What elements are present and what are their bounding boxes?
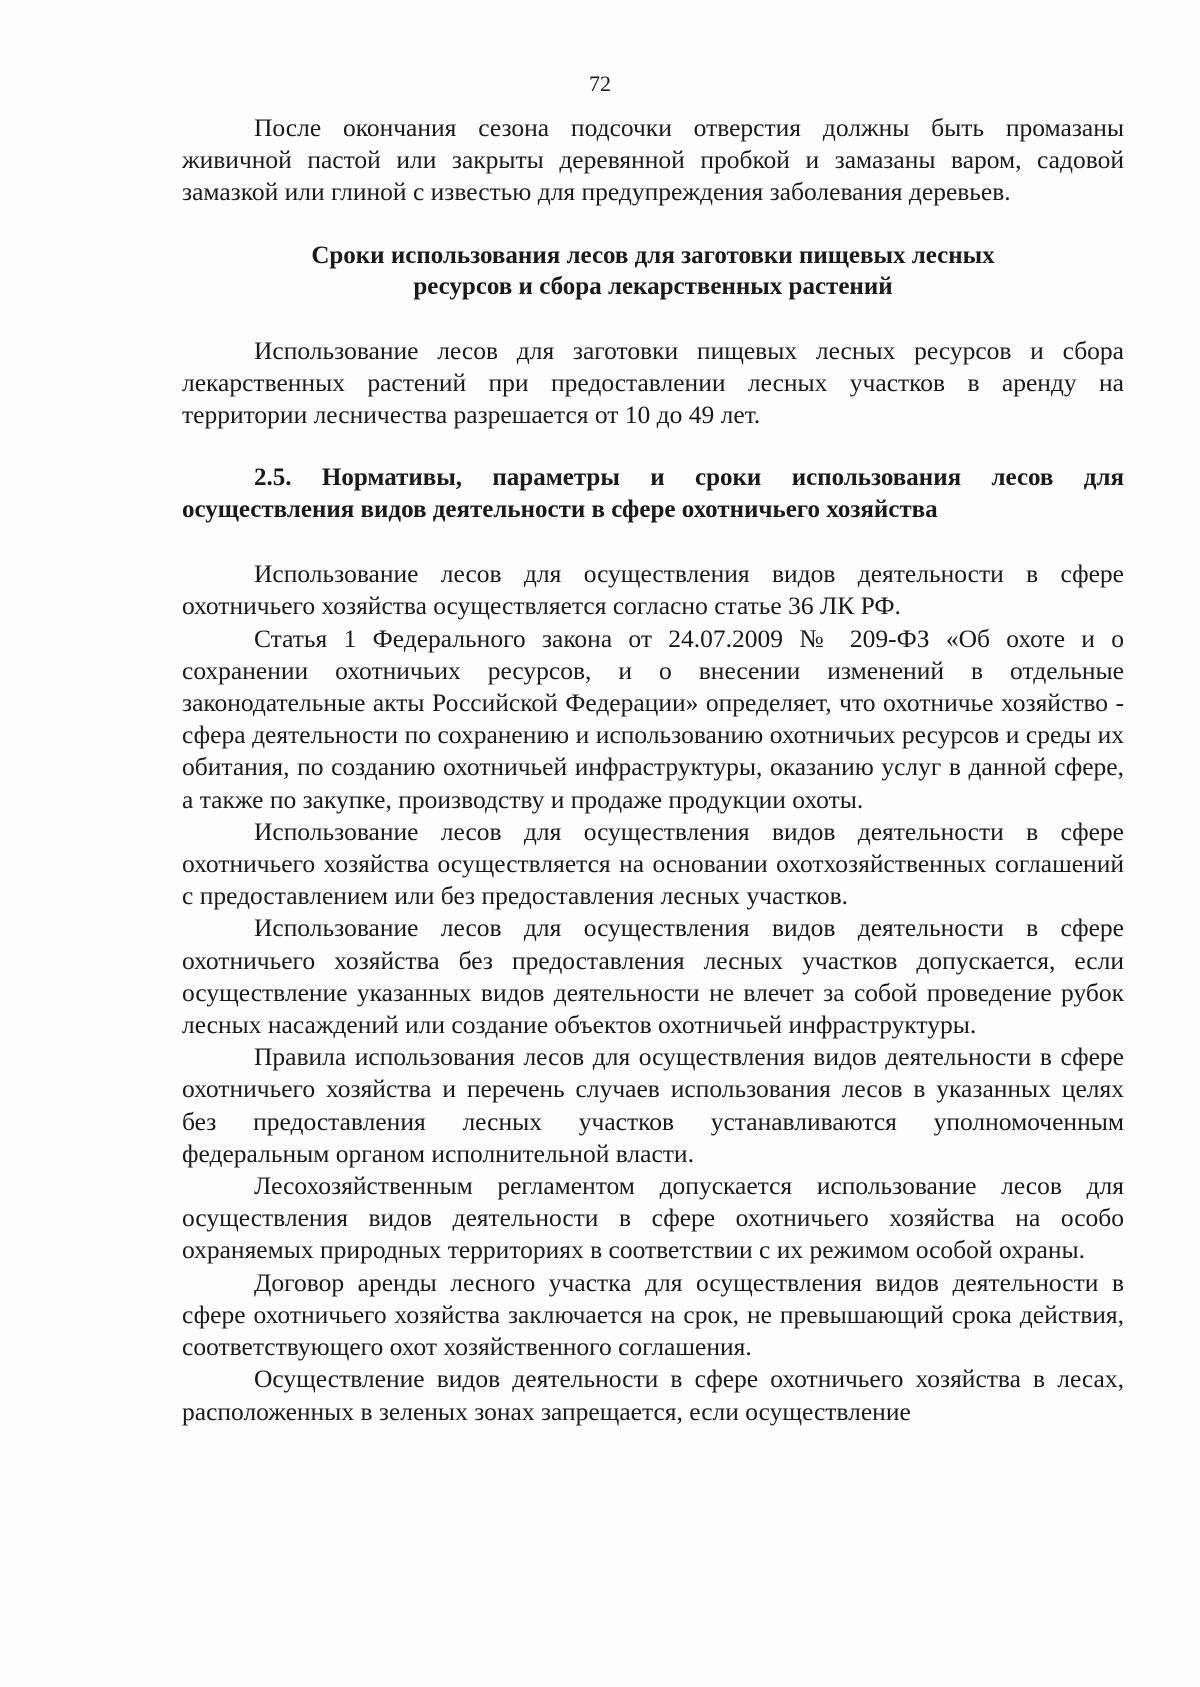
heading-line-1: Сроки использования лесов для заготовки пищевых лесных — [311, 241, 995, 269]
section-heading-food-resources — [182, 240, 1124, 302]
document-body — [182, 112, 1124, 1428]
paragraph-resin-holes: После окончания сезона подсочки отверстия должны быть промазаны живичной пастой или закрыты деревянной пробкой и замазаны варом, садовой замазкой или глиной с известью для предупреждения заболевания деревьев. — [182, 113, 1124, 207]
paragraph-green-zones: Осуществление видов деятельности в сфере охотничьего хозяйства в лесах, расположенных в зеленых зонах запрещается, если осуществление — [182, 1364, 1124, 1426]
paragraph-hunting-article-36: Использование лесов для осуществления видов деятельности в сфере охотничьего хозяйства осуществляется согласно статье 36 ЛК РФ. — [182, 559, 1124, 621]
section-heading-2-5-hunting: 2.5. Нормативы, параметры и сроки использования лесов для осуществления видов деятельности в сфере охотничьего хозяйства — [182, 464, 1124, 524]
paragraph-protected-territories: Лесохозяйственным регламентом допускается использование лесов для осуществления видов деятельности в сфере охотничьего хозяйства на особо охраняемых природных территориях в соответствии с их режимом особой охраны. — [182, 1171, 1124, 1265]
paragraph-rules-federal-body: Правила использования лесов для осуществления видов деятельности в сфере охотничьего хозяйства и перечень случаев использования лесов в указанных целях без предоставления лесных участков устанавливаются уполномоченным федеральным органом исполнительной власти. — [182, 1042, 1124, 1168]
paragraph-hunting-agreements: Использование лесов для осуществления видов деятельности в сфере охотничьего хозяйства осуществляется на основании охотхозяйственных соглашений с предоставлением или без предоставления лесных участков. — [182, 816, 1124, 911]
paragraph-food-resources-term: Использование лесов для заготовки пищевых лесных ресурсов и сбора лекарственных растений при предоставлении лесных участков в аренду на территории лесничества разрешается от 10 до 49 лет. — [182, 335, 1124, 430]
page-number: 72 — [589, 71, 611, 96]
paragraph-federal-law-209: Статья 1 Федерального закона от 24.07.2009 № 209-ФЗ «Об охоте и о сохранении охотничьих ресурсов, и о внесении изменений в отдельные законодательные акты Российской Федерации» определяет, что охотничье хозяйство - сфера деятельности по сохранению и использованию охотничьих ресурсов и среды их обитания, по созданию охотничьей инфраструктуры, оказанию услуг в данной сфере, а также по закупке, производству и продаже продукции охоты. — [182, 623, 1124, 814]
paragraph-lease-term: Договор аренды лесного участка для осуществления видов деятельности в сфере охотничьего хозяйства заключается на срок, не превышающий срока действия, соответствующего охот хозяйственного соглашения. — [182, 1267, 1124, 1362]
heading-line-2: ресурсов и сбора лекарственных растений — [413, 272, 893, 300]
paragraph-without-plots: Использование лесов для осуществления видов деятельности в сфере охотничьего хозяйства без предоставления лесных участков допускается, если осуществление указанных видов деятельности не влечет за собой проведение рубок лесных насаждений или создание объектов охотничьей инфраструктуры. — [182, 913, 1124, 1040]
